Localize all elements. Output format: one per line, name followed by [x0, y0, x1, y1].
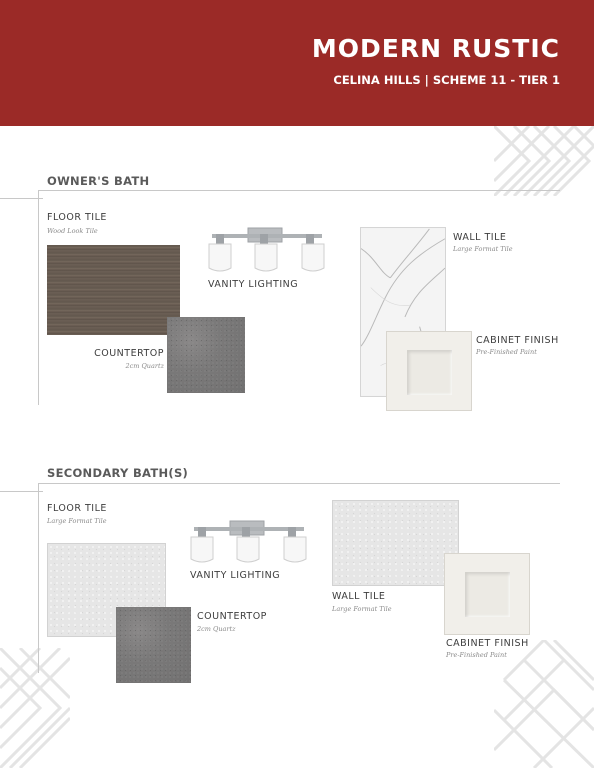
floor-tile-spec: Wood Look Tile	[47, 227, 98, 235]
countertop-swatch	[167, 317, 245, 393]
section-bracket	[38, 483, 39, 673]
lattice-pattern-top-right	[494, 126, 594, 196]
countertop-label: COUNTERTOP	[94, 348, 164, 359]
countertop-spec: 2cm Quartz	[125, 362, 164, 370]
vanity-lighting-label: VANITY LIGHTING	[208, 279, 299, 290]
cabinet-finish-swatch	[386, 331, 472, 411]
wall-tile-swatch	[332, 500, 459, 586]
cabinet-finish-spec: Pre-Finished Paint	[476, 348, 537, 356]
section-title-owners-bath: OWNER'S BATH	[47, 174, 150, 188]
cabinet-door-panel	[407, 350, 452, 395]
floor-tile-label: FLOOR TILE	[47, 503, 107, 514]
floor-tile-label: FLOOR TILE	[47, 212, 107, 223]
cabinet-finish-label: CABINET FINISH	[446, 638, 529, 649]
section-divider	[38, 190, 560, 191]
wall-tile-spec: Large Format Tile	[332, 605, 392, 613]
page-title: MODERN RUSTIC	[311, 34, 560, 63]
wall-tile-spec: Large Format Tile	[453, 245, 513, 253]
cabinet-door-panel	[465, 572, 510, 617]
wall-tile-label: WALL TILE	[453, 232, 507, 243]
countertop-label: COUNTERTOP	[197, 611, 267, 622]
vanity-light-image	[206, 226, 328, 276]
floor-tile-spec: Large Format Tile	[47, 517, 107, 525]
countertop-swatch	[116, 607, 191, 683]
section-divider	[0, 198, 43, 199]
cabinet-finish-label: CABINET FINISH	[476, 335, 559, 346]
vanity-lighting-label: VANITY LIGHTING	[190, 570, 281, 581]
lattice-pattern-bottom-left	[0, 648, 70, 768]
section-bracket	[38, 190, 39, 405]
floor-tile-swatch	[47, 245, 180, 335]
header-banner	[0, 0, 594, 126]
cabinet-finish-spec: Pre-Finished Paint	[446, 651, 507, 659]
section-divider	[0, 491, 43, 492]
cabinet-finish-swatch	[444, 553, 530, 635]
section-divider	[38, 483, 560, 484]
lattice-pattern-bottom-right	[494, 640, 594, 768]
wall-tile-label: WALL TILE	[332, 591, 386, 602]
vanity-light-image	[188, 519, 310, 565]
section-title-secondary-bath: SECONDARY BATH(S)	[47, 466, 189, 480]
countertop-spec: 2cm Quartz	[197, 625, 236, 633]
page-subtitle: CELINA HILLS | SCHEME 11 - TIER 1	[333, 73, 560, 87]
